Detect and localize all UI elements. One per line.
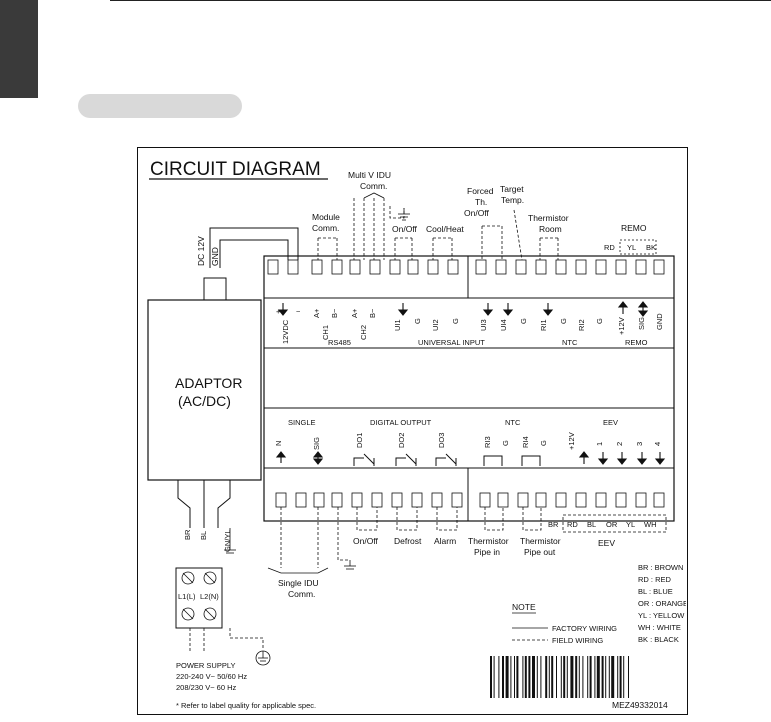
label-g2: G xyxy=(451,318,460,324)
label-factory-wiring: FACTORY WIRING xyxy=(552,624,618,633)
label-g3: G xyxy=(519,318,528,324)
label-note: NOTE xyxy=(512,602,536,612)
label-adaptor: ADAPTOR xyxy=(175,375,243,391)
label-alarm: Alarm xyxy=(434,536,457,546)
diagram-title: CIRCUIT DIAGRAM xyxy=(150,159,321,180)
barcode-bar xyxy=(570,656,573,698)
label-target: Target xyxy=(500,184,524,194)
barcode-bar xyxy=(597,656,600,698)
label-ri3: RI3 xyxy=(483,436,492,448)
label-g7: G xyxy=(539,440,548,446)
dc-wires xyxy=(210,228,298,268)
barcode-bar xyxy=(551,656,553,698)
label-a-plus-2: A+ xyxy=(350,308,359,318)
label-remo-top: REMO xyxy=(621,223,647,233)
label-or-eev: OR xyxy=(606,520,618,529)
label-thermistor-pipe-out: Thermistor xyxy=(520,536,561,546)
label-ntc-top: NTC xyxy=(562,338,578,347)
label-yl-top: YL xyxy=(627,243,637,252)
barcode-bar xyxy=(532,656,535,698)
legend-bk: BK : BLACK xyxy=(638,635,679,644)
label-multi-v-idu: Multi V IDU xyxy=(348,170,391,180)
top-terminal-block xyxy=(268,260,664,274)
label-do2: DO2 xyxy=(397,432,406,448)
label-rd-eev: RD xyxy=(567,520,578,529)
earth-wire xyxy=(230,628,263,650)
label-eev-3: 3 xyxy=(635,441,644,446)
bottom-terminal-block xyxy=(276,493,664,507)
label-single-idu-comm: Comm. xyxy=(288,589,316,599)
label-ui4: UI4 xyxy=(499,319,508,331)
barcode-bar xyxy=(605,656,606,698)
legend-bl: BL : BLUE xyxy=(638,587,673,596)
label-gnd-remo: GND xyxy=(655,313,664,330)
label-ri4: RI4 xyxy=(521,436,530,448)
barcode-bar xyxy=(561,656,562,698)
label-ch2: CH2 xyxy=(359,324,368,340)
label-yl-eev: YL xyxy=(626,520,636,529)
label-pipe-in: Pipe in xyxy=(474,547,500,557)
barcode-bar xyxy=(540,656,541,698)
label-single: SINGLE xyxy=(288,418,316,427)
label-g6: G xyxy=(501,440,510,446)
barcode-bar xyxy=(528,656,530,698)
label-bl-eev: BL xyxy=(587,520,597,529)
barcode-bar xyxy=(609,656,610,698)
adaptor-output-wires xyxy=(178,480,230,528)
barcode-bar xyxy=(498,656,499,698)
label-forced: Forced xyxy=(467,186,494,196)
barcode-bar xyxy=(556,656,557,698)
label-b-minus-2: B− xyxy=(368,308,377,318)
legend-rd: RD : RED xyxy=(638,575,671,584)
label-a-plus-1: A+ xyxy=(312,308,321,318)
label-acdc: (AC/DC) xyxy=(178,393,231,409)
barcode-bar xyxy=(620,656,622,698)
label-do3: DO3 xyxy=(437,432,446,448)
barcode-bar xyxy=(587,656,588,698)
label-sig-single: SIG xyxy=(312,437,321,450)
label-n: N xyxy=(274,440,283,446)
label-ui3: UI3 xyxy=(479,319,488,331)
label-forced-on-off: On/Off xyxy=(464,208,489,218)
label-l1: L1(L) xyxy=(178,592,196,601)
multi-v-bracket xyxy=(364,193,384,198)
label-single-idu: Single IDU xyxy=(278,578,319,588)
barcode-bar xyxy=(525,656,527,698)
label-eev-1: 1 xyxy=(595,441,604,446)
barcode-bar xyxy=(594,656,595,698)
label-12vdc: 12VDC xyxy=(281,319,290,344)
barcode-bar xyxy=(617,656,618,698)
section-pill xyxy=(78,94,242,118)
label-sig-remo: SIG xyxy=(637,317,646,330)
dc-plug xyxy=(204,278,226,300)
label-rd-top: RD xyxy=(604,243,615,252)
label-g5: G xyxy=(595,318,604,324)
label-digital-output: DIGITAL OUTPUT xyxy=(370,418,432,427)
controller-body xyxy=(264,256,674,521)
side-tab xyxy=(0,0,38,98)
earth-symbol xyxy=(256,651,270,665)
label-minus: − xyxy=(296,307,301,316)
label-ntc-bottom: NTC xyxy=(505,418,521,427)
barcode-bar xyxy=(490,656,492,698)
label-cool-heat: Cool/Heat xyxy=(426,224,464,234)
label-gnd: GND xyxy=(210,247,220,266)
barcode-bar xyxy=(590,656,592,698)
label-ps-line1: 220-240 V~ 50/60 Hz xyxy=(176,672,248,681)
label-ri2: RI2 xyxy=(577,319,586,331)
barcode-bar xyxy=(510,656,511,698)
barcode xyxy=(490,656,629,698)
single-idu-bracket xyxy=(268,568,328,573)
barcode-bar xyxy=(611,656,614,698)
label-defrost: Defrost xyxy=(394,536,422,546)
label-pipe-out: Pipe out xyxy=(524,547,556,557)
barcode-bar xyxy=(522,656,523,698)
label-12v-remo: +12V xyxy=(617,317,626,335)
label-g4: G xyxy=(559,318,568,324)
label-eev-bottom: EEV xyxy=(598,538,616,548)
label-part-number: MEZ49332014 xyxy=(612,700,668,710)
label-temp: Temp. xyxy=(501,195,525,205)
label-br-eev: BR xyxy=(548,520,559,529)
label-do1: DO1 xyxy=(355,432,364,448)
barcode-bar xyxy=(514,656,515,698)
label-remo-bottom: REMO xyxy=(625,338,648,347)
label-br-wire: BR xyxy=(183,529,192,540)
barcode-bar xyxy=(502,656,504,698)
barcode-bar xyxy=(602,656,604,698)
label-ri1: RI1 xyxy=(539,319,548,331)
bottom-arrows xyxy=(277,452,664,464)
relay-symbols xyxy=(354,454,540,466)
barcode-bar xyxy=(516,656,518,698)
barcode-bar xyxy=(582,656,583,698)
barcode-bar xyxy=(579,656,580,698)
label-power-supply: POWER SUPPLY xyxy=(176,661,236,670)
label-eev-4: 4 xyxy=(653,441,662,446)
legend-wh: WH : WHITE xyxy=(638,623,681,632)
label-l2: L2(N) xyxy=(200,592,219,601)
barcode-bar xyxy=(494,656,495,698)
label-thermistor-room: Thermistor xyxy=(528,213,569,223)
label-bk-top: BK xyxy=(646,243,657,252)
label-multi-v-comm: Comm. xyxy=(360,181,388,191)
ground-symbol-bottom xyxy=(344,560,356,569)
label-module-comm: Comm. xyxy=(312,223,340,233)
label-module: Module xyxy=(312,212,340,222)
label-bl-wire: BL xyxy=(199,530,208,540)
label-g1: G xyxy=(413,318,422,324)
label-wh-eev: WH xyxy=(644,520,657,529)
label-eev-bottom-section: EEV xyxy=(603,418,619,427)
label-plus: + xyxy=(276,307,281,316)
power-supply-wires xyxy=(190,628,204,653)
barcode-bar xyxy=(575,656,577,698)
legend-br: BR : BROWN xyxy=(638,563,684,572)
label-12v-eev: +12V xyxy=(567,432,576,450)
barcode-bar xyxy=(545,656,547,698)
label-room: Room xyxy=(539,224,562,234)
label-eev-2: 2 xyxy=(615,441,624,446)
label-universal-input: UNIVERSAL INPUT xyxy=(418,338,485,347)
barcode-bar xyxy=(537,656,538,698)
circuit-diagram xyxy=(138,148,686,713)
barcode-bar xyxy=(506,656,509,698)
barcode-bar xyxy=(563,656,565,698)
label-on-off-bottom: On/Off xyxy=(353,536,378,546)
label-dc12v: DC 12V xyxy=(196,236,206,266)
top-rule xyxy=(110,0,771,1)
label-rs485: RS485 xyxy=(328,338,351,347)
label-field-wiring: FIELD WIRING xyxy=(552,636,604,645)
label-on-off-top: On/Off xyxy=(392,224,417,234)
label-th: Th. xyxy=(475,197,488,207)
barcode-bar xyxy=(628,656,629,698)
label-ch1: CH1 xyxy=(321,324,330,340)
label-refer: * Refer to label quality for applicable spec. xyxy=(176,701,317,710)
circuit-diagram-frame xyxy=(137,147,688,715)
label-gnyl-wire: GN/YL xyxy=(223,529,232,552)
label-ui2: UI2 xyxy=(431,319,440,331)
label-ui1: UI1 xyxy=(393,319,402,331)
barcode-bar xyxy=(549,656,550,698)
barcode-bar xyxy=(567,656,568,698)
label-thermistor-pipe-in: Thermistor xyxy=(468,536,509,546)
legend-yl: YL : YELLOW xyxy=(638,611,685,620)
legend-or: OR : ORANGE xyxy=(638,599,686,608)
label-b-minus-1: B− xyxy=(330,308,339,318)
label-ps-line2: 208/230 V~ 60 Hz xyxy=(176,683,237,692)
barcode-bar xyxy=(623,656,624,698)
